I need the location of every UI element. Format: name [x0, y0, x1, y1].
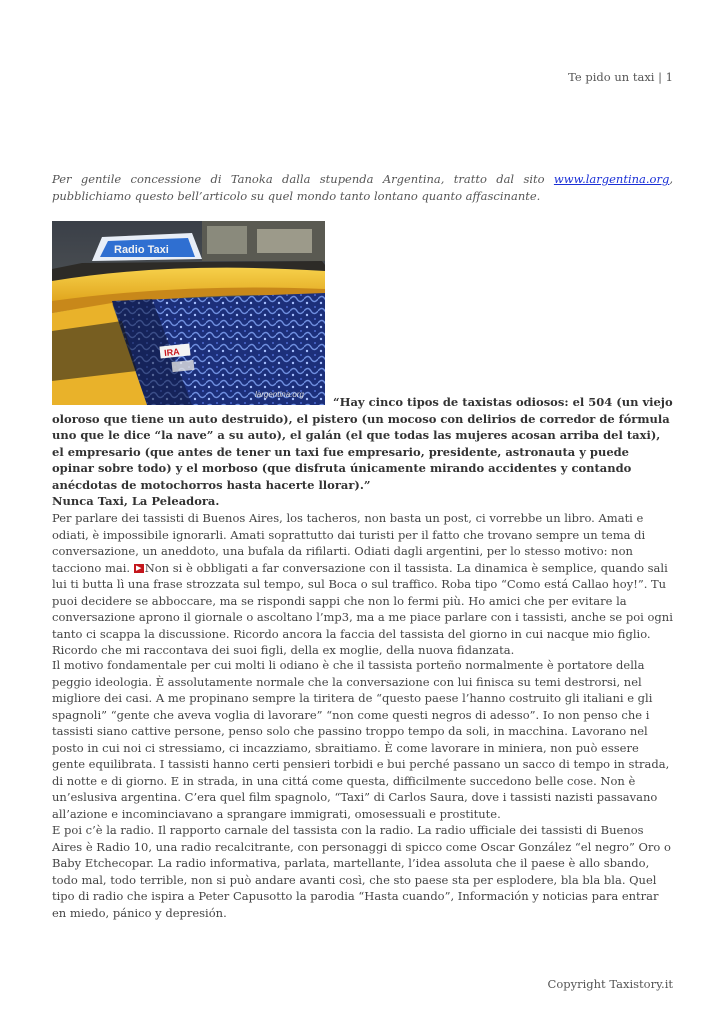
intro-text-before: Per gentile concessione di Tanoka dalla stupenda Argentina, tratto dal sito [52, 172, 554, 186]
pull-quote [52, 394, 673, 510]
quote-attribution: Nunca Taxi, La Peleadora. [52, 494, 220, 508]
taxi-photo-illustration [52, 221, 325, 405]
paragraph-2: Il motivo fondamentale per cui molti li odiano è che il tassista porteño normalmente è portatore della peggio ideologia. È assolutamente normale che la conversazione con lui finisca su temi destrorsi, nel migliore dei casi. A me propinano sempre la tiritera de “questo paese l’hanno costruito gli italiani e gli spagnoli” “gente che aveva voglia di lavorare” “non come questi negros di adesso”. Io non penso che i tassisti siano cattive persone, penso solo che passino troppo tempo da soli, in macchina. Lavorano nel posto in cui noi ci stressiamo, ci incazziamo, sbraitiamo. È come lavorare in miniera, non può essere gente equilibrata. I tassisti hanno certi pensieri torbidi e bui perché passano un sacco di tempo in strada, di notte e di giorno. E in strada, in una cittá come questa, difficilmente succedono belle cose. Non è un’eslusiva argentina. C’era quel film spagnolo, “Taxi” di Carlos Saura, dove i tassisti nazisti passavano all’azione e incominciavano a sprangare immigrati, omosessuali e prostitute. [52, 658, 670, 821]
paragraph-3: E poi c’è la radio. Il rapporto carnale del tassista con la radio. La radio ufficiale dei tassisti di Buenos Aires è Radio 10, una radio recalcitrante, con personaggi di spicco come Oscar González “el negro” Oro o Baby Etchecopar. La radio informativa, parlata, martellante, l’idea assoluta che il paese è allo sbando, todo mal, todo terrible, non si può andare avanti così, che sto paese sta per esplodere, bla bla bla. Quel tipo di radio che ispira a Peter Capusotto la parodia “Hasta cuando”, Información y noticias para entrar en miedo, pánico y depresión. [52, 823, 671, 920]
quote-text: “Hay cinco tipos de taxistas odiosos: el 504 (un viejo oloroso que tiene un auto destruido), el pistero (un mocoso con delirios de corredor de fórmula uno que le dice “la nave” a su auto), el galán (el que todas las mujeres acosan arriba del taxi), el empresario (que antes de tener un taxi fue empresario, presidente, astronauta y puede opinar sobre todo) y el morboso (que disfruta únicamente mirando accidentes y contando anécdotas de motochorros hasta hacerte llorar).” [52, 395, 673, 492]
paragraph-1-start: Per parlare dei tassisti di Buenos Aires, los tacheros, non basta un post, ci vorrebbe un libro. Amati e odiati, è impossibile ignorarli. Amati soprattutto dai turisti per il fatto che trovano sempre un tema di conversazione, un aneddoto, una bufala da rifilarti. Odiati dagli argentini, per lo stesso motivo: non tacciono mai. [52, 511, 646, 575]
taxi-photo [52, 221, 325, 405]
page-footer: Copyright Taxistory.it [547, 977, 673, 991]
ira-sticker-text: IRA [163, 346, 181, 359]
flag-icon: ▶ [134, 564, 144, 573]
paragraph-1 [52, 510, 673, 659]
photo-watermark: largentina.org [255, 390, 304, 399]
roof-sign-text: Radio Taxi [114, 244, 169, 256]
largentina-link[interactable]: www.largentina.org [553, 172, 670, 186]
intro-paragraph [52, 171, 673, 205]
page-header: Te pido un taxi | 1 [568, 70, 673, 84]
intro-text-after: , pubblichiamo questo bell’articolo su quel mondo tanto lontano quanto affascinante. [52, 172, 673, 203]
paragraph-1-end: Non si è obbligati a far conversazione con il tassista. La dinamica è semplice, quando sali lui ti butta lì una frase strozzata sul tempo, sul Boca o sul traffico. Roba tipo “Como está Callao hoy!”. Tu puoi decidere se abboccare, ma se rispondi sappi che non lo fermi più. Ho amici che per evitare la conversazione aprono il giornale o ascoltano l’mp3, ma a me piace parlare con i tassisti, anche se poi ogni tanto ci scappa la discussione. Ricordo ancora la faccia del tassista del giorno in cui nacque mio figlio. Ricordo che mi raccontava dei suoi figli, della ex moglie, della nuova fidanzata. [52, 560, 673, 657]
